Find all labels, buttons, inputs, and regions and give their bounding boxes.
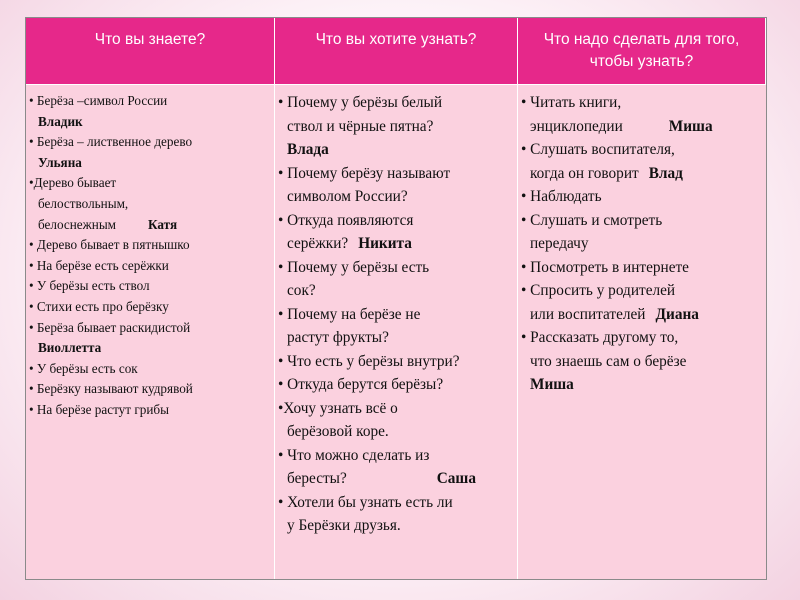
child-name: Никита <box>358 235 412 252</box>
list-item <box>521 185 763 209</box>
list-item <box>29 359 271 380</box>
child-name: Влада <box>287 141 329 158</box>
item-text: • На берёзе растут грибы <box>29 401 169 417</box>
list-item <box>278 91 514 115</box>
item-text: серёжки? <box>287 235 349 252</box>
list-item <box>278 115 514 139</box>
item-text: • Что можно сделать из <box>278 446 430 464</box>
item-text: • Что есть у берёзы внутри? <box>278 352 460 370</box>
header-what-you-know: Что вы знаете? <box>26 18 275 85</box>
item-text: • Почему берёзу называют <box>278 164 451 182</box>
item-text: белоснежным <box>38 216 117 232</box>
list-item <box>29 215 271 236</box>
list-item <box>278 279 514 303</box>
list-item <box>521 232 763 256</box>
item-text: • Дерево бывает в пятнышко <box>29 237 190 253</box>
column-what-you-want-to-know <box>275 85 518 579</box>
list-item <box>521 326 763 350</box>
item-text: • Стихи есть про берёзку <box>29 298 169 314</box>
list-item <box>278 256 514 280</box>
list-item <box>278 209 514 233</box>
item-text: • Спросить у родителей <box>521 282 676 299</box>
header-what-you-want-to-know: Что вы хотите узнать? <box>275 18 518 85</box>
list-item <box>29 297 271 318</box>
list-item <box>521 303 763 327</box>
list-item <box>29 256 271 277</box>
child-name: Виоллетта <box>38 340 102 356</box>
column-what-to-do <box>518 85 766 579</box>
item-text: что знаешь сам о берёзе <box>530 352 687 370</box>
item-text: или воспитателей <box>530 305 646 323</box>
item-text: • У берёзы есть сок <box>29 360 138 376</box>
item-text: передачу <box>530 235 589 252</box>
item-text: • Хотели бы узнать есть ли <box>278 493 453 511</box>
list-item <box>521 209 763 233</box>
child-name: Миша <box>530 376 574 393</box>
list-item <box>521 138 763 162</box>
item-text: когда он говорит <box>530 164 639 182</box>
item-text: • Слушать воспитателя, <box>521 141 675 158</box>
item-text: •Хочу узнать всё о <box>278 399 398 417</box>
list-item <box>29 112 271 133</box>
item-text: • Откуда появляются <box>278 211 414 229</box>
list-item <box>521 256 763 280</box>
item-text: • Берёза бывает раскидистой <box>29 319 191 335</box>
list-item <box>278 467 514 491</box>
item-text: • Рассказать другому то, <box>521 329 679 346</box>
list-item <box>521 279 763 303</box>
list-item <box>29 153 271 174</box>
child-name: Саша <box>436 470 476 487</box>
list-item <box>278 491 514 515</box>
item-text: • Почему у берёзы есть <box>278 258 430 276</box>
kwl-table <box>25 17 767 580</box>
list-item <box>521 373 763 397</box>
list-item <box>278 162 514 186</box>
list-item <box>278 303 514 327</box>
item-text: символом России? <box>287 188 408 205</box>
list-item <box>29 173 271 194</box>
list-item <box>29 235 271 256</box>
item-text: • Берёза – лиственное дерево <box>29 134 193 150</box>
child-name: Ульяна <box>38 154 82 170</box>
list-item <box>29 379 271 400</box>
child-name: Владик <box>38 113 83 129</box>
child-name: Влад <box>648 164 683 182</box>
list-item <box>278 444 514 468</box>
list-item <box>521 115 763 139</box>
item-text: белоствольным, <box>38 195 129 211</box>
list-item <box>29 132 271 153</box>
item-text: бересты? <box>287 470 347 487</box>
list-item <box>278 232 514 256</box>
column-what-you-know <box>26 85 275 579</box>
header-what-to-do: Что надо сделать для того, чтобы узнать? <box>518 18 766 85</box>
item-text: • Наблюдать <box>521 188 602 205</box>
item-text: • Берёзку называют кудрявой <box>29 381 193 397</box>
child-name: Катя <box>148 216 178 232</box>
item-text: • У берёзы есть ствол <box>29 278 150 294</box>
item-text: растут фрукты? <box>287 329 389 346</box>
list-item <box>521 350 763 374</box>
item-text: • Откуда берутся берёзы? <box>278 376 444 393</box>
list-item <box>29 400 271 421</box>
list-item <box>278 326 514 350</box>
list-item <box>278 350 514 374</box>
list-item <box>521 91 763 115</box>
list-item <box>278 514 514 538</box>
item-text: ствол и чёрные пятна? <box>287 117 434 135</box>
list-item <box>29 194 271 215</box>
item-text: •Дерево бывает <box>29 175 117 191</box>
item-text: • Слушать и смотреть <box>521 211 663 229</box>
item-text: • Почему у берёзы белый <box>278 94 443 111</box>
item-text: • Посмотреть в интернете <box>521 258 689 276</box>
list-item <box>278 397 514 421</box>
child-name: Диана <box>655 305 699 323</box>
list-item <box>29 276 271 297</box>
item-text: берёзовой коре. <box>287 423 389 440</box>
list-item <box>278 185 514 209</box>
list-item <box>278 420 514 444</box>
item-text: • Почему на берёзе не <box>278 305 421 323</box>
list-item <box>521 162 763 186</box>
item-text: • Читать книги, <box>521 94 622 111</box>
list-item <box>29 338 271 359</box>
item-text: • На берёзе есть серёжки <box>29 257 169 273</box>
item-text: • Берёза –символ России <box>29 93 168 108</box>
item-text: у Берёзки друзья. <box>287 517 401 534</box>
item-text: сок? <box>287 282 316 299</box>
child-name: Миша <box>668 117 713 135</box>
item-text: энциклопедии <box>530 117 623 135</box>
list-item <box>278 138 514 162</box>
list-item <box>29 318 271 339</box>
list-item <box>278 373 514 397</box>
list-item <box>29 91 271 112</box>
